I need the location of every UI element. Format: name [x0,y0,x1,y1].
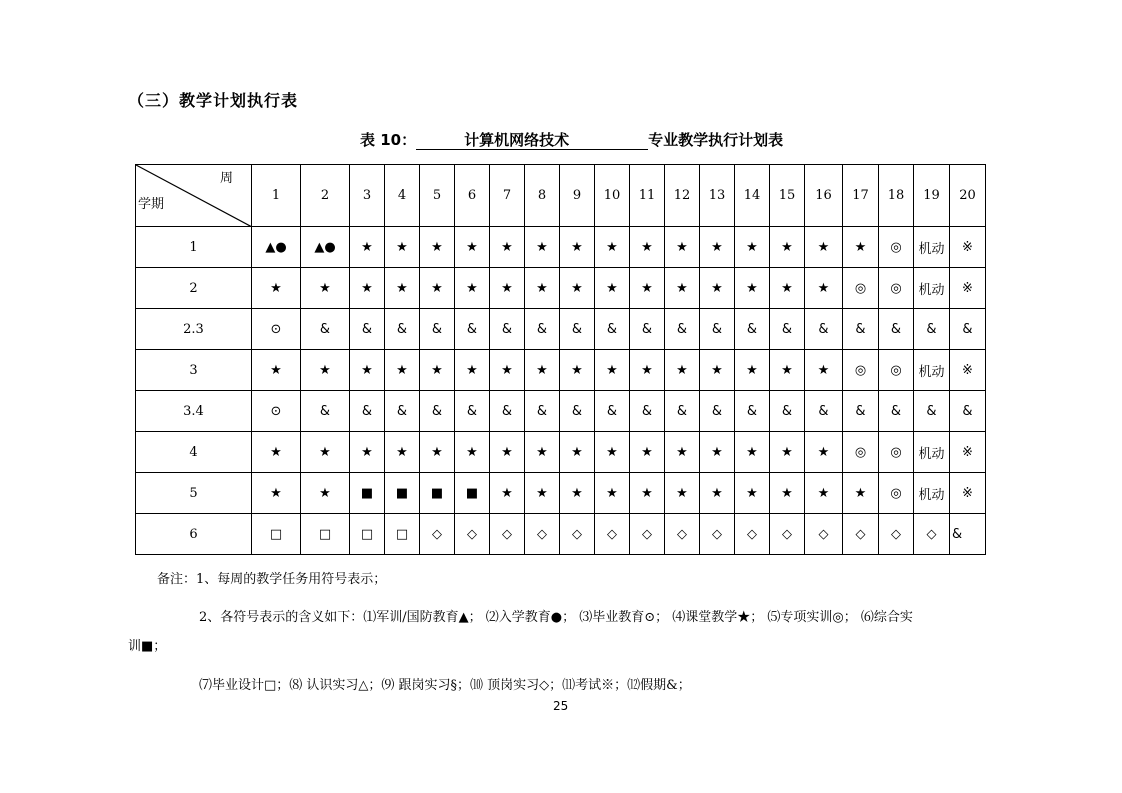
schedule-cell: ★ [490,268,525,309]
week-header-cell: 17 [843,165,879,227]
schedule-cell: 机动 [914,432,950,473]
schedule-cell: ★ [490,432,525,473]
schedule-cell: ★ [770,350,805,391]
schedule-cell: ◇ [595,514,630,555]
week-header-cell: 16 [805,165,843,227]
schedule-cell: ◎ [879,432,914,473]
schedule-cell: & [700,391,735,432]
page-number: 25 [553,699,569,713]
schedule-cell: 机动 [914,473,950,514]
schedule-cell: & [490,309,525,350]
schedule-cell: ★ [805,268,843,309]
schedule-cell: ◇ [490,514,525,555]
term-cell: 1 [136,227,252,268]
note-line-4: ⑺毕业设计□；⑻ 认识实习△；⑼ 跟岗实习§；⑽ 顶岗实习◇；⑾考试※；⑿假期&； [199,678,691,693]
schedule-cell: ★ [252,432,301,473]
schedule-cell: 机动 [914,227,950,268]
schedule-cell: ★ [385,432,420,473]
schedule-cell: & [665,309,700,350]
schedule-cell: ■ [420,473,455,514]
schedule-cell: ■ [455,473,490,514]
corner-cell [136,165,252,227]
schedule-cell: ★ [805,227,843,268]
schedule-cell: ★ [525,268,560,309]
schedule-cell: ※ [950,432,986,473]
term-cell: 2.3 [136,309,252,350]
schedule-cell: ★ [770,473,805,514]
schedule-cell: & [735,309,770,350]
week-header-cell: 15 [770,165,805,227]
schedule-cell: & [770,309,805,350]
schedule-cell: & [420,309,455,350]
schedule-cell: ⊙ [252,309,301,350]
note-line-2: 2、各符号表示的含义如下：⑴军训/国防教育▲； ⑵入学教育●； ⑶毕业教育⊙； ⑷课堂教学★； ⑸专项实训◎； ⑹综合实 [199,610,913,625]
schedule-cell: & [301,391,350,432]
header-row [136,165,986,227]
schedule-cell: ★ [735,268,770,309]
schedule-cell: ◎ [879,268,914,309]
schedule-cell: ◇ [805,514,843,555]
schedule-cell: ★ [420,268,455,309]
schedule-cell: & [455,391,490,432]
schedule-cell: ★ [805,473,843,514]
schedule-cell: ★ [735,227,770,268]
schedule-cell: ★ [595,432,630,473]
schedule-cell: ★ [490,473,525,514]
schedule-cell: & [950,391,986,432]
schedule-cell: ◎ [843,432,879,473]
schedule-cell: ★ [301,473,350,514]
schedule-cell: ★ [455,432,490,473]
schedule-cell: □ [350,514,385,555]
schedule-cell: ◇ [770,514,805,555]
term-cell: 2 [136,268,252,309]
week-header-cell: 18 [879,165,914,227]
schedule-cell: & [805,309,843,350]
schedule-cell: ◎ [879,227,914,268]
schedule-cell: ★ [595,268,630,309]
schedule-cell: & [595,309,630,350]
schedule-cell: ★ [595,350,630,391]
schedule-cell: ▲● [252,227,301,268]
table-caption [360,129,783,150]
term-cell: 3.4 [136,391,252,432]
schedule-cell: ★ [805,350,843,391]
schedule-cell: ◎ [843,350,879,391]
schedule-cell: ◇ [455,514,490,555]
caption-suffix: 专业教学执行计划表 [648,131,784,149]
schedule-cell: ◇ [735,514,770,555]
schedule-cell: ★ [455,227,490,268]
table-row [136,350,986,391]
term-cell: 4 [136,432,252,473]
schedule-cell: ※ [950,350,986,391]
schedule-cell: ★ [455,350,490,391]
schedule-cell: ★ [843,227,879,268]
week-header-cell: 9 [560,165,595,227]
schedule-cell: ★ [252,473,301,514]
schedule-cell: & [420,391,455,432]
schedule-cell: & [350,309,385,350]
teaching-plan-table [135,164,986,555]
week-header-cell: 20 [950,165,986,227]
schedule-cell: & [843,309,879,350]
schedule-cell: ★ [595,473,630,514]
schedule-cell: & [950,514,986,555]
schedule-cell: & [914,309,950,350]
schedule-cell: & [630,391,665,432]
week-header-cell: 10 [595,165,630,227]
schedule-cell: ★ [560,268,595,309]
schedule-cell: ◇ [560,514,595,555]
table-row [136,309,986,350]
schedule-cell: ★ [630,350,665,391]
section-heading: （三）教学计划执行表 [128,91,299,110]
schedule-cell: ★ [525,473,560,514]
schedule-cell: ★ [525,350,560,391]
schedule-cell: ★ [665,432,700,473]
schedule-cell: ★ [301,432,350,473]
schedule-cell: ▲● [301,227,350,268]
caption-prefix: 表 10： [360,131,417,149]
week-header-cell: 8 [525,165,560,227]
schedule-cell: & [630,309,665,350]
schedule-cell: ★ [350,350,385,391]
schedule-cell: ◎ [843,268,879,309]
schedule-cell: ◎ [879,350,914,391]
schedule-cell: & [525,391,560,432]
term-cell: 5 [136,473,252,514]
schedule-cell: ◇ [420,514,455,555]
week-header-cell: 11 [630,165,665,227]
schedule-cell: & [525,309,560,350]
schedule-cell: & [805,391,843,432]
schedule-cell: ★ [350,227,385,268]
week-header-cell: 5 [420,165,455,227]
schedule-cell: & [560,309,595,350]
schedule-cell: & [385,391,420,432]
schedule-cell: ◇ [700,514,735,555]
schedule-cell: ※ [950,268,986,309]
schedule-cell: & [560,391,595,432]
schedule-cell: ★ [525,227,560,268]
term-cell: 6 [136,514,252,555]
schedule-cell: ※ [950,227,986,268]
schedule-cell: ★ [665,473,700,514]
schedule-cell: ★ [700,473,735,514]
schedule-cell: ★ [700,350,735,391]
table-row [136,227,986,268]
week-header-cell: 13 [700,165,735,227]
schedule-cell: ◎ [879,473,914,514]
schedule-cell: ★ [630,227,665,268]
schedule-cell: & [490,391,525,432]
schedule-cell: ★ [735,350,770,391]
schedule-cell: & [595,391,630,432]
corner-term-label: 学期 [138,197,165,212]
week-header-cell: 2 [301,165,350,227]
table-row [136,268,986,309]
schedule-cell: ★ [595,227,630,268]
schedule-cell: ★ [301,268,350,309]
schedule-cell: ◇ [630,514,665,555]
schedule-cell: ★ [252,350,301,391]
schedule-cell: & [879,391,914,432]
schedule-cell: ★ [770,268,805,309]
schedule-cell: ★ [525,432,560,473]
schedule-cell: & [385,309,420,350]
schedule-cell: ★ [560,227,595,268]
schedule-cell: & [455,309,490,350]
schedule-cell: ★ [700,432,735,473]
schedule-cell: ★ [301,350,350,391]
schedule-cell: ★ [350,432,385,473]
schedule-cell: ★ [735,432,770,473]
table-row [136,432,986,473]
schedule-cell: ★ [770,432,805,473]
schedule-cell: ★ [843,473,879,514]
schedule-cell: ★ [420,227,455,268]
schedule-cell: ★ [490,227,525,268]
schedule-cell: ★ [665,350,700,391]
week-header-cell: 1 [252,165,301,227]
schedule-cell: ★ [420,432,455,473]
schedule-cell: ◇ [525,514,560,555]
schedule-cell: & [735,391,770,432]
schedule-cell: ★ [735,473,770,514]
week-header-cell: 14 [735,165,770,227]
term-cell: 3 [136,350,252,391]
schedule-cell: ★ [385,227,420,268]
schedule-cell: □ [301,514,350,555]
schedule-cell: & [350,391,385,432]
schedule-cell: & [665,391,700,432]
schedule-cell: ⊙ [252,391,301,432]
corner-week-label: 周 [219,171,233,186]
schedule-cell: & [914,391,950,432]
schedule-cell: ★ [700,227,735,268]
schedule-cell: ★ [385,350,420,391]
schedule-cell: ★ [630,432,665,473]
schedule-cell: □ [252,514,301,555]
caption-major: 计算机网络技术 [416,132,648,150]
table-row [136,391,986,432]
schedule-cell: ★ [770,227,805,268]
schedule-cell: ◇ [843,514,879,555]
schedule-cell: ★ [490,350,525,391]
schedule-cell: ★ [630,473,665,514]
schedule-cell: & [879,309,914,350]
schedule-cell: ★ [665,227,700,268]
schedule-cell: 机动 [914,350,950,391]
schedule-cell: ★ [385,268,420,309]
week-header-cell: 7 [490,165,525,227]
schedule-cell: & [700,309,735,350]
schedule-cell: & [301,309,350,350]
schedule-cell: & [770,391,805,432]
schedule-cell: ★ [420,350,455,391]
schedule-cell: ◇ [665,514,700,555]
week-header-cell: 4 [385,165,420,227]
schedule-cell: ★ [252,268,301,309]
schedule-cell: ★ [805,432,843,473]
schedule-cell: ★ [560,473,595,514]
schedule-cell: & [843,391,879,432]
week-header-cell: 19 [914,165,950,227]
schedule-cell: ※ [950,473,986,514]
week-header-cell: 12 [665,165,700,227]
schedule-cell: ★ [665,268,700,309]
schedule-cell: □ [385,514,420,555]
week-header-cell: 3 [350,165,385,227]
schedule-cell: ★ [560,350,595,391]
schedule-cell: & [950,309,986,350]
schedule-cell: ★ [455,268,490,309]
note-line-3: 训■； [128,639,167,654]
table-row [136,473,986,514]
schedule-cell: ★ [630,268,665,309]
schedule-cell: ◇ [914,514,950,555]
schedule-cell: ★ [560,432,595,473]
schedule-cell: ■ [385,473,420,514]
schedule-cell: ★ [700,268,735,309]
note-line-1: 备注：1、每周的教学任务用符号表示； [157,572,387,587]
schedule-cell: ■ [350,473,385,514]
schedule-cell: ◇ [879,514,914,555]
table-row [136,514,986,555]
schedule-cell: 机动 [914,268,950,309]
week-header-cell: 6 [455,165,490,227]
schedule-cell: ★ [350,268,385,309]
